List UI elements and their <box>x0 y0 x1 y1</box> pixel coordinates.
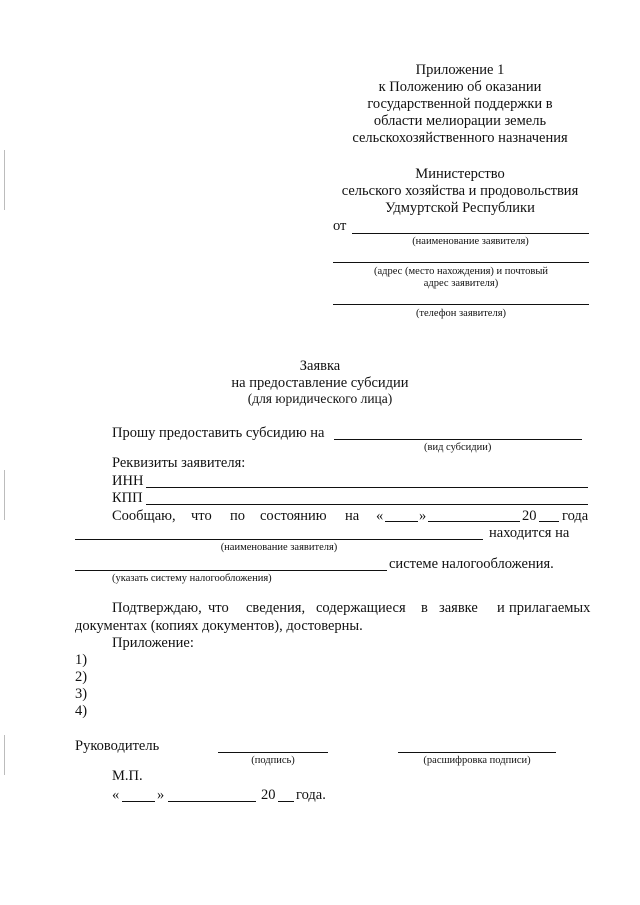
addressee-line: Удмуртской Республики <box>385 200 535 216</box>
date-quote-close: » <box>157 787 165 803</box>
confirm-word: в <box>421 600 428 616</box>
attachment-item: 1) <box>75 652 88 668</box>
address-hint-line: адрес заявителя) <box>423 278 499 289</box>
report-day-field[interactable] <box>385 521 418 522</box>
appendix-header <box>320 62 600 147</box>
applicant-address-field[interactable] <box>333 262 589 263</box>
request-text: Прошу предоставить субсидию на <box>112 425 325 441</box>
kpp-label: КПП <box>112 490 143 506</box>
report-quote-close: » <box>419 508 427 524</box>
addressee-line: Министерство <box>415 166 505 182</box>
scan-edge-mark <box>4 735 5 775</box>
addressee-block <box>320 166 600 217</box>
appendix-header-line: государственной поддержки в <box>367 96 553 112</box>
stamp-label: М.П. <box>112 768 143 784</box>
confirm-word: что <box>208 600 229 616</box>
signature-hint: (подпись) <box>251 755 295 766</box>
applicant-phone-field[interactable] <box>333 304 589 305</box>
report-year-field[interactable] <box>539 521 559 522</box>
tax-system-field[interactable] <box>75 570 387 571</box>
confirm-word: сведения, <box>246 600 306 616</box>
confirm-word: и <box>497 600 505 616</box>
from-label: от <box>333 218 347 234</box>
sign-day-field[interactable] <box>122 801 155 802</box>
tax-system-text: системе налогообложения. <box>389 556 554 572</box>
confirm-word: содержащиеся <box>316 600 406 616</box>
report-month-field[interactable] <box>428 521 520 522</box>
appendix-header-line: к Положению об оказании <box>378 79 542 95</box>
sign-year-suffix: года. <box>296 787 326 803</box>
report-quote-open: « <box>376 508 384 524</box>
attachment-item: 2) <box>75 669 88 685</box>
report-year-prefix: 20 <box>522 508 537 524</box>
subsidy-type-hint: (вид субсидии) <box>424 442 492 453</box>
applicant-name-field-2[interactable] <box>75 539 483 540</box>
confirm-word: Подтверждаю, <box>112 600 202 616</box>
confirm-word: прилагаемых <box>509 600 591 616</box>
title-subtitle: (для юридического лица) <box>247 391 393 406</box>
report-word: Сообщаю, <box>112 508 176 524</box>
applicant-name-hint-2: (наименование заявителя) <box>220 542 338 553</box>
tax-system-hint: (указать систему налогообложения) <box>112 573 272 584</box>
sign-year-prefix: 20 <box>261 787 276 803</box>
inn-field[interactable] <box>146 487 588 488</box>
attachment-item: 4) <box>75 703 88 719</box>
inn-label: ИНН <box>112 473 144 489</box>
sign-month-field[interactable] <box>168 801 256 802</box>
applicant-name-field[interactable] <box>352 233 589 234</box>
report-word: по <box>230 508 246 524</box>
requisites-label: Реквизиты заявителя: <box>112 455 246 471</box>
document-title <box>120 358 520 392</box>
address-hint-line: (адрес (место нахождения) и почтовый <box>373 266 549 277</box>
phone-hint: (телефон заявителя) <box>415 308 507 319</box>
applicant-name-hint: (наименование заявителя) <box>412 236 529 247</box>
appendix-header-line: Приложение 1 <box>415 62 505 78</box>
report-word: года <box>562 508 589 524</box>
addressee-line: сельского хозяйства и продовольствия <box>341 183 579 199</box>
signature-decode-hint: (расшифровка подписи) <box>423 755 531 766</box>
signature-decode-field[interactable] <box>398 752 556 753</box>
title-line: Заявка <box>299 358 341 374</box>
appendix-header-line: сельскохозяйственного назначения <box>352 130 568 146</box>
date-quote-open: « <box>112 787 120 803</box>
confirm-line: документах (копиях документов), достоверны. <box>75 618 363 634</box>
subsidy-type-field[interactable] <box>334 439 582 440</box>
kpp-field[interactable] <box>146 504 588 505</box>
confirm-word: заявке <box>439 600 478 616</box>
title-line: на предоставление субсидии <box>231 375 409 391</box>
scan-edge-mark <box>4 470 5 520</box>
attachment-item: 3) <box>75 686 88 702</box>
scan-edge-mark <box>4 150 5 210</box>
sign-year-field[interactable] <box>278 801 294 802</box>
appendix-header-line: области мелиорации земель <box>373 113 547 129</box>
report-word: что <box>191 508 212 524</box>
head-label: Руководитель <box>75 738 160 754</box>
attachment-label: Приложение: <box>112 635 194 651</box>
address-hint <box>333 266 589 290</box>
located-text: находится на <box>489 525 570 541</box>
signature-field[interactable] <box>218 752 328 753</box>
report-word: на <box>345 508 360 524</box>
report-word: состоянию <box>260 508 327 524</box>
